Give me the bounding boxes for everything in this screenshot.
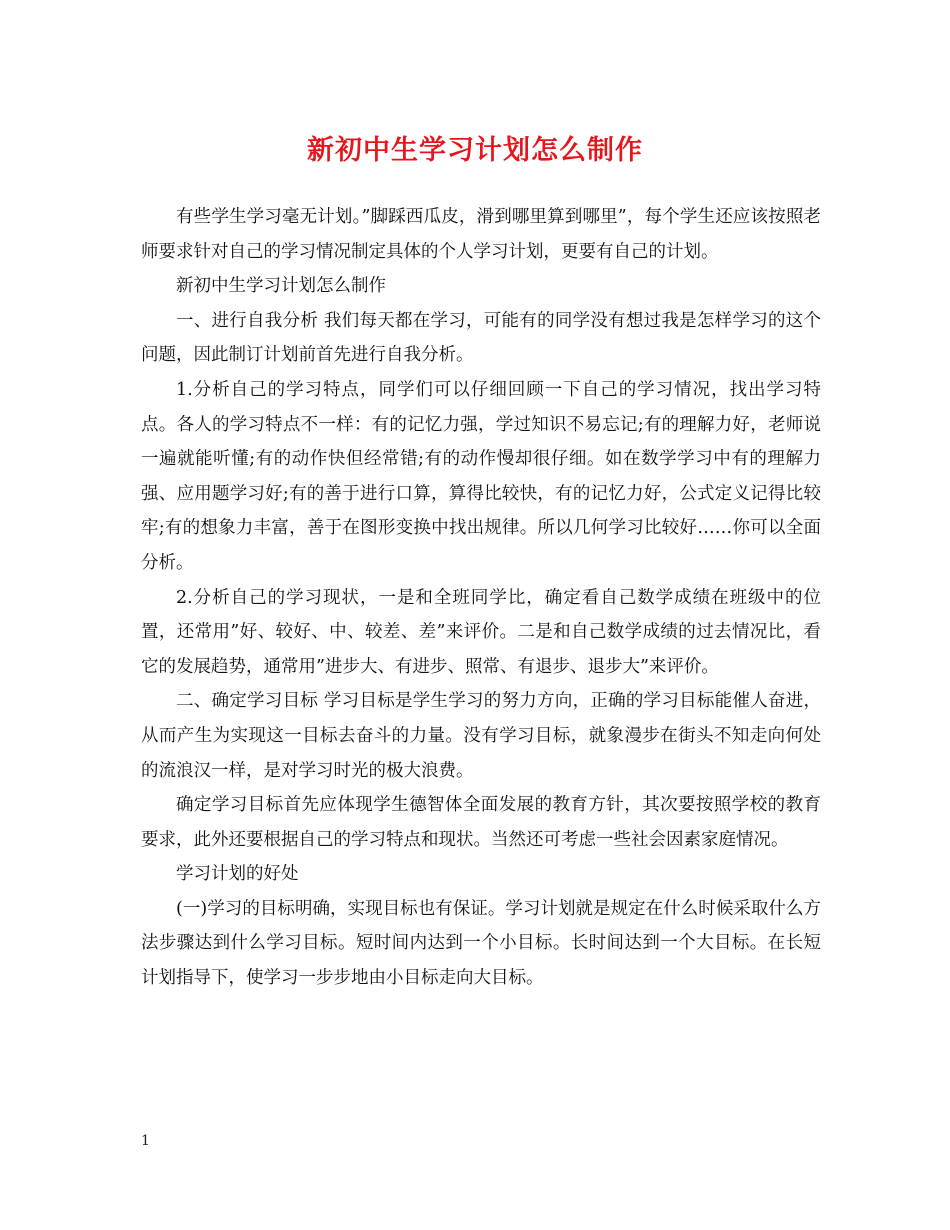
paragraph-learning-traits: 1.分析自己的学习特点，同学们可以仔细回顾一下自己的学习情况，找出学习特点。各人的学习特点不一样：有的记忆力强，学过知识不易忘记;有的理解力好，老师说一遍就能听懂;有的动作快但经常错;有的动作慢却很仔细。如在数学学习中有的理解力强、应用题学习好;有的善于进行口算，算得比较快，有的记忆力好，公式定义记得比较牢;有的想象力丰富，善于在图形变换中找出规律。所以几何学习比较好……你可以全面分析。 [141, 379, 821, 573]
paragraph-subheading: 新初中生学习计划怎么制作 [176, 276, 386, 297]
page-number: 1 [141, 1133, 150, 1149]
paragraph-self-analysis: 一、进行自我分析 我们每天都在学习，可能有的同学没有想过我是怎样学习的这个问题，因此制订计划前首先进行自我分析。 [141, 310, 821, 366]
paragraph-goal-setting: 确定学习目标首先应体现学生德智体全面发展的教育方针，其次要按照学校的教育要求，此外还要根据自己的学习特点和现状。当然还可考虑一些社会因素家庭情况。 [141, 795, 821, 850]
document-body [141, 200, 821, 996]
paragraph-intro: 有些学生学习毫无计划。”脚踩西瓜皮，滑到哪里算到哪里”，每个学生还应该按照老师要求针对自己的学习情况制定具体的个人学习计划，更要有自己的计划。 [141, 207, 821, 262]
paragraph-learning-status: 2.分析自己的学习现状，一是和全班同学比，确定看自己数学成绩在班级中的位置，还常用”好、较好、中、较差、差”来评价。二是和自己数学成绩的过去情况比，看它的发展趋势，通常用”进步大、有进步、照常、有退步、退步大”来评价。 [141, 587, 821, 677]
paragraph-learning-goals: 二、确定学习目标 学习目标是学生学习的努力方向，正确的学习目标能催人奋进，从而产生为实现这一目标去奋斗的力量。没有学习目标，就象漫步在街头不知走向何处的流浪汉一样，是对学习时光的极大浪费。 [141, 691, 821, 781]
paragraph-benefit-one: (一)学习的目标明确，实现目标也有保证。学习计划就是规定在什么时候采取什么方法步骤达到什么学习目标。短时间内达到一个小目标。长时间达到一个大目标。在长短计划指导下，使学习一步步地由小目标走向大目标。 [141, 898, 821, 989]
document-title: 新初中生学习计划怎么制作 [307, 135, 643, 166]
paragraph-benefits-heading: 学习计划的好处 [176, 864, 299, 885]
